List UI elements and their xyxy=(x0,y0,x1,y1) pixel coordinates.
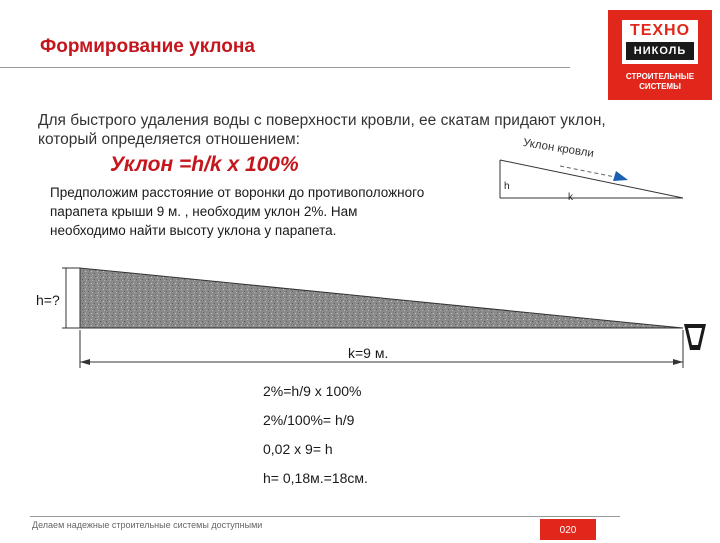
footer-tagline: Делаем надежные строительные системы доступными xyxy=(32,520,263,530)
logo-line3: СТРОИТЕЛЬНЫЕ xyxy=(625,72,695,81)
length-arrow-left-icon xyxy=(80,359,90,365)
logo-line1: ТЕХНО xyxy=(629,22,691,39)
assumption-text: Предположим расстояние от воронки до противоположного парапета крыши 9 м. , необходим уклон 2%. Нам необходимо найти высоту уклона у парапета. xyxy=(50,185,425,238)
page-number: 020 xyxy=(540,519,596,540)
calc-step-3: 0,02 x 9= h xyxy=(263,441,333,457)
logo-line2: НИКОЛЬ xyxy=(626,42,694,60)
calc-step-4: h= 0,18м.=18см. xyxy=(263,470,368,486)
logo-line4: СИСТЕМЫ xyxy=(639,82,681,91)
footer-divider xyxy=(30,516,620,517)
intro-text: Для быстрого удаления воды с поверхности кровли, ее скатам придают уклон, который определяется отношением: xyxy=(38,112,606,148)
diagram-h-label: h xyxy=(504,181,510,192)
diagram-k-label: k xyxy=(568,192,573,203)
calc-step-1: 2%=h/9 x 100% xyxy=(263,383,362,399)
height-label: h=? xyxy=(36,292,60,308)
calc-step-2: 2%/100%= h/9 xyxy=(263,412,355,428)
diagram-slope-label: Уклон кровли xyxy=(522,137,595,161)
roof-wedge xyxy=(80,268,683,328)
slide-title: Формирование уклона xyxy=(40,36,255,57)
slope-formula: Уклон =h/k x 100% xyxy=(110,153,299,176)
length-label: k=9 м. xyxy=(348,345,389,361)
length-arrow-right-icon xyxy=(673,359,683,365)
